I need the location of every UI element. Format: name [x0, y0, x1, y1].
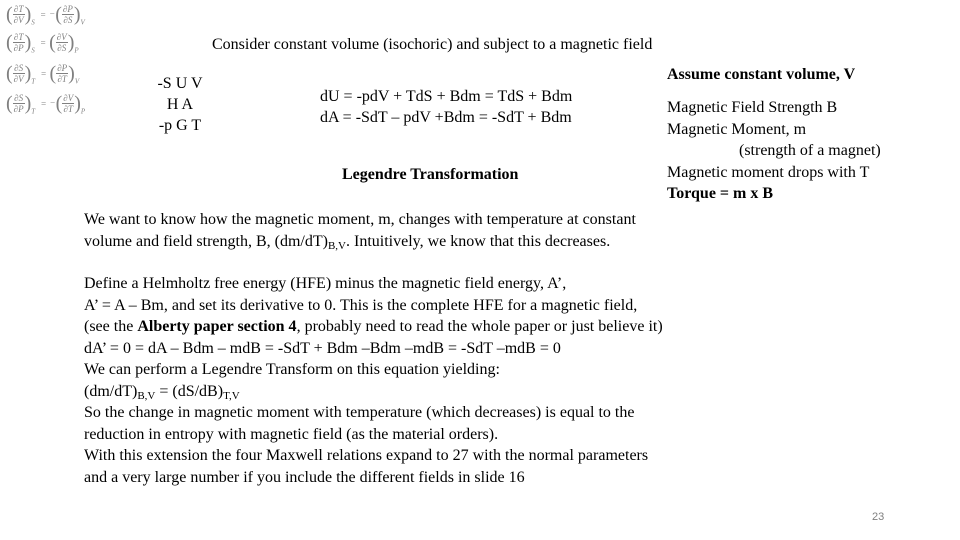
sidebar-notes	[667, 97, 881, 205]
helmholtz-line-2: A’ = A – Bm, and set its derivative to 0. This is the complete HFE for a magnetic field,	[84, 296, 638, 314]
thermodynamic-square	[152, 73, 208, 136]
equation-dU: dU = -pdV + TdS + Bdm = TdS + Bdm	[320, 88, 573, 105]
intro-line-2: volume and field strength, B, $(dm/dT)_{B,V}$. Intuitively, we know that this decreases.	[84, 232, 611, 252]
maxwell-relation-3: ( $\frac{\partial S}{\partial V}$ )$_T$ = ( $\frac{\partial P}{\partial T}$ )$_V$	[6, 62, 80, 86]
sidebar-line-magnetic-moment: Magnetic Moment, m	[667, 120, 807, 138]
sidebar-line-field-strength: Magnetic Field Strength B	[667, 99, 838, 116]
square-row-bottom: -p G T	[158, 117, 202, 134]
equation-dA: dA = -SdT – pdV +Bdm = -SdT + Bdm	[320, 109, 572, 126]
paragraph-intro	[84, 209, 636, 252]
helmholtz-line-9: With this extension the four Maxwell relations expand to 27 with the normal parameters	[84, 447, 649, 464]
legendre-heading: Legendre Transformation	[342, 166, 519, 183]
helmholtz-line-7: So the change in magnetic moment with temperature (which decreases) is equal to the	[84, 404, 635, 421]
helmholtz-line-6: $(dm/dT)_{B,V} = (dS/dB)_{T,V}$	[84, 382, 240, 402]
square-row-top: -S U V	[157, 75, 203, 92]
differential-equations	[320, 86, 572, 128]
paragraph-helmholtz	[84, 273, 663, 488]
slide-title: Consider constant volume (isochoric) and subject to a magnetic field	[212, 36, 653, 53]
helmholtz-line-10: and a very large number if you include the different fields in slide 16	[84, 468, 525, 486]
alberty-reference: Alberty paper section 4	[137, 318, 297, 335]
square-row-middle: H A	[166, 96, 194, 113]
intro-line-1: We want to know how the magnetic moment, m, changes with temperature at constant	[84, 211, 636, 228]
helmholtz-line-8: reduction in entropy with magnetic field (as the material orders).	[84, 425, 499, 443]
maxwell-relation-4: ( $\frac{\partial S}{\partial P}$ )$_T$ = −( $\frac{\partial V}{\partial T}$ )$_P$	[6, 92, 86, 116]
page-number: 23	[872, 511, 885, 523]
helmholtz-line-5: We can perform a Legendre Transform on this equation yielding:	[84, 361, 500, 378]
helmholtz-line-1: Define a Helmholtz free energy (HFE) minus the magnetic field energy, A’,	[84, 275, 567, 292]
helmholtz-line-4: dA’ = 0 = dA – Bdm – mdB = -SdT + Bdm –Bdm –mdB = -SdT –mdB = 0	[84, 339, 561, 357]
maxwell-relation-1: ( $\frac{\partial T}{\partial V}$ )$_S$ = −( $\frac{\partial P}{\partial S}$ )$_V$	[6, 3, 85, 27]
maxwell-relation-2: ( $\frac{\partial T}{\partial P}$ )$_S$ = ( $\frac{\partial V}{\partial S}$ )$_P$	[6, 31, 79, 55]
sidebar-line-torque: Torque = m x B	[667, 185, 774, 202]
helmholtz-line-3: (see the Alberty paper section 4, probably need to read the whole paper or just believe it)	[84, 318, 663, 335]
sidebar-line-drops-with-T: Magnetic moment drops with T	[667, 163, 870, 181]
sidebar-line-strength-note: (strength of a magnet)	[739, 142, 881, 159]
sidebar-heading: Assume constant volume, V	[667, 66, 856, 83]
